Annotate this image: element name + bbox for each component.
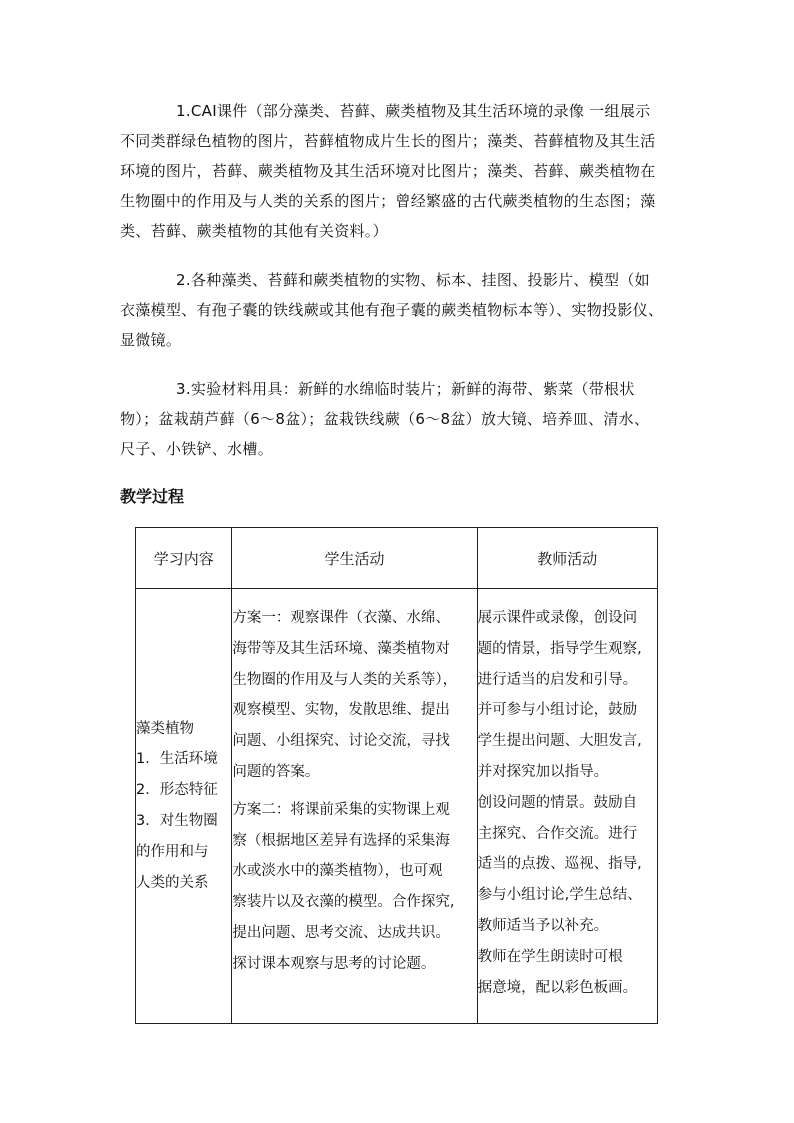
section-title: 教学过程	[120, 487, 185, 506]
student-line: 问题、小组探究、讨论交流，寻找	[232, 733, 450, 750]
text-line: 衣藻模型、有孢子囊的铁线蕨或其他有孢子囊的蕨类植物标本等）、实物投影仪、	[120, 301, 664, 319]
student-line: 观察模型、实物，发散思维、提出	[232, 702, 450, 719]
student-line: 提出问题、思考交流、达成共识。	[232, 924, 450, 941]
teacher-line: 并对探究加以指导。	[477, 763, 609, 780]
content-line: 藻类植物	[136, 720, 194, 737]
table-row	[136, 589, 658, 1024]
table-header-row	[136, 528, 658, 589]
header-content: 学习内容	[136, 528, 232, 589]
student-line: 探讨课本观察与思考的讨论题。	[232, 955, 436, 972]
content-cell	[136, 589, 232, 1024]
student-line: 海带等及其生活环境、藻类植物对	[232, 640, 450, 657]
header-student: 学生活动	[232, 528, 477, 589]
teacher-line: 教师在学生朗读时可根	[477, 948, 623, 965]
teacher-line: 题的情景，指导学生观察,	[477, 640, 642, 657]
teacher-line: 学生提出问题、大胆发言,	[477, 733, 642, 750]
text-line: 3.实验材料用具：新鲜的水绵临时装片；新鲜的海带、紫菜（带根状	[176, 380, 635, 398]
header-teacher: 教师活动	[477, 528, 657, 589]
content-line: 的作用和与	[136, 843, 209, 860]
student-line: 生物圈的作用及与人类的关系等），	[232, 671, 458, 688]
student-line: 水或淡水中的藻类植物），也可观	[232, 863, 443, 880]
text-line: 1.CAI课件（部分藻类、苔藓、蕨类植物及其生活环境的录像 一组展示	[176, 102, 651, 120]
text-line: 生物圈中的作用及与人类的关系的图片；曾经繁盛的古代蕨类植物的生态图；藻	[120, 192, 656, 210]
text-line: 尺子、小铁铲、水槽。	[120, 440, 274, 458]
student-line: 察（根据地区差异有选择的采集海	[232, 832, 450, 849]
materials-paragraph-2	[120, 265, 676, 355]
student-activity-cell	[232, 589, 477, 1024]
student-line: 察装片以及衣藻的模型。合作探究,	[232, 894, 455, 911]
spacer	[232, 788, 476, 795]
teacher-line: 适当的点拨、巡视、指导,	[477, 856, 642, 873]
materials-paragraph-3	[120, 374, 676, 464]
teacher-line: 据意境，配以彩色板画。	[477, 979, 638, 996]
teacher-line: 并可参与小组讨论，鼓励	[477, 702, 638, 719]
text-line: 类、苔藓、蕨类植物的其他有关资料。）	[120, 222, 388, 240]
text-line: 显微镜。	[120, 331, 182, 349]
teacher-line: 教师适当予以补充。	[477, 917, 609, 934]
content-line: 1．生活环境	[136, 751, 218, 768]
student-line: 问题的答案。	[232, 763, 320, 780]
content-line: 2．形态特征	[136, 782, 218, 799]
text-line: 不同类群绿色植物的图片，苔藓植物成片生长的图片；藻类、苔藓植物及其生活	[120, 132, 656, 150]
teacher-line: 进行适当的启发和引导。	[477, 671, 638, 688]
teacher-line: 主探究、合作交流。进行	[477, 825, 638, 842]
student-line: 方案一：观察课件（衣藻、水绵、	[232, 610, 450, 626]
student-line: 方案二：将课前采集的实物课上观	[232, 801, 450, 818]
text-line: 2.各种藻类、苔藓和蕨类植物的实物、标本、挂图、投影片、模型（如	[176, 271, 650, 289]
text-line: 物）；盆栽葫芦藓（6～8盆）；盆栽铁线蕨（6～8盆）放大镜、培养皿、清水、	[120, 410, 650, 428]
content-line: 3．对生物圈	[136, 813, 218, 829]
teacher-line: 展示课件或录像，创设问	[477, 610, 638, 626]
lesson-table	[135, 527, 658, 1024]
teacher-activity-cell	[477, 589, 657, 1024]
teacher-line: 参与小组讨论,学生总结、	[477, 887, 642, 904]
content-line: 人类的关系	[136, 874, 209, 891]
teacher-line: 创设问题的情景。鼓励自	[477, 794, 638, 811]
materials-paragraph-1	[120, 96, 676, 246]
text-line: 环境的图片，苔藓、蕨类植物及其生活环境对比图片；藻类、苔藓、蕨类植物在	[120, 162, 656, 180]
